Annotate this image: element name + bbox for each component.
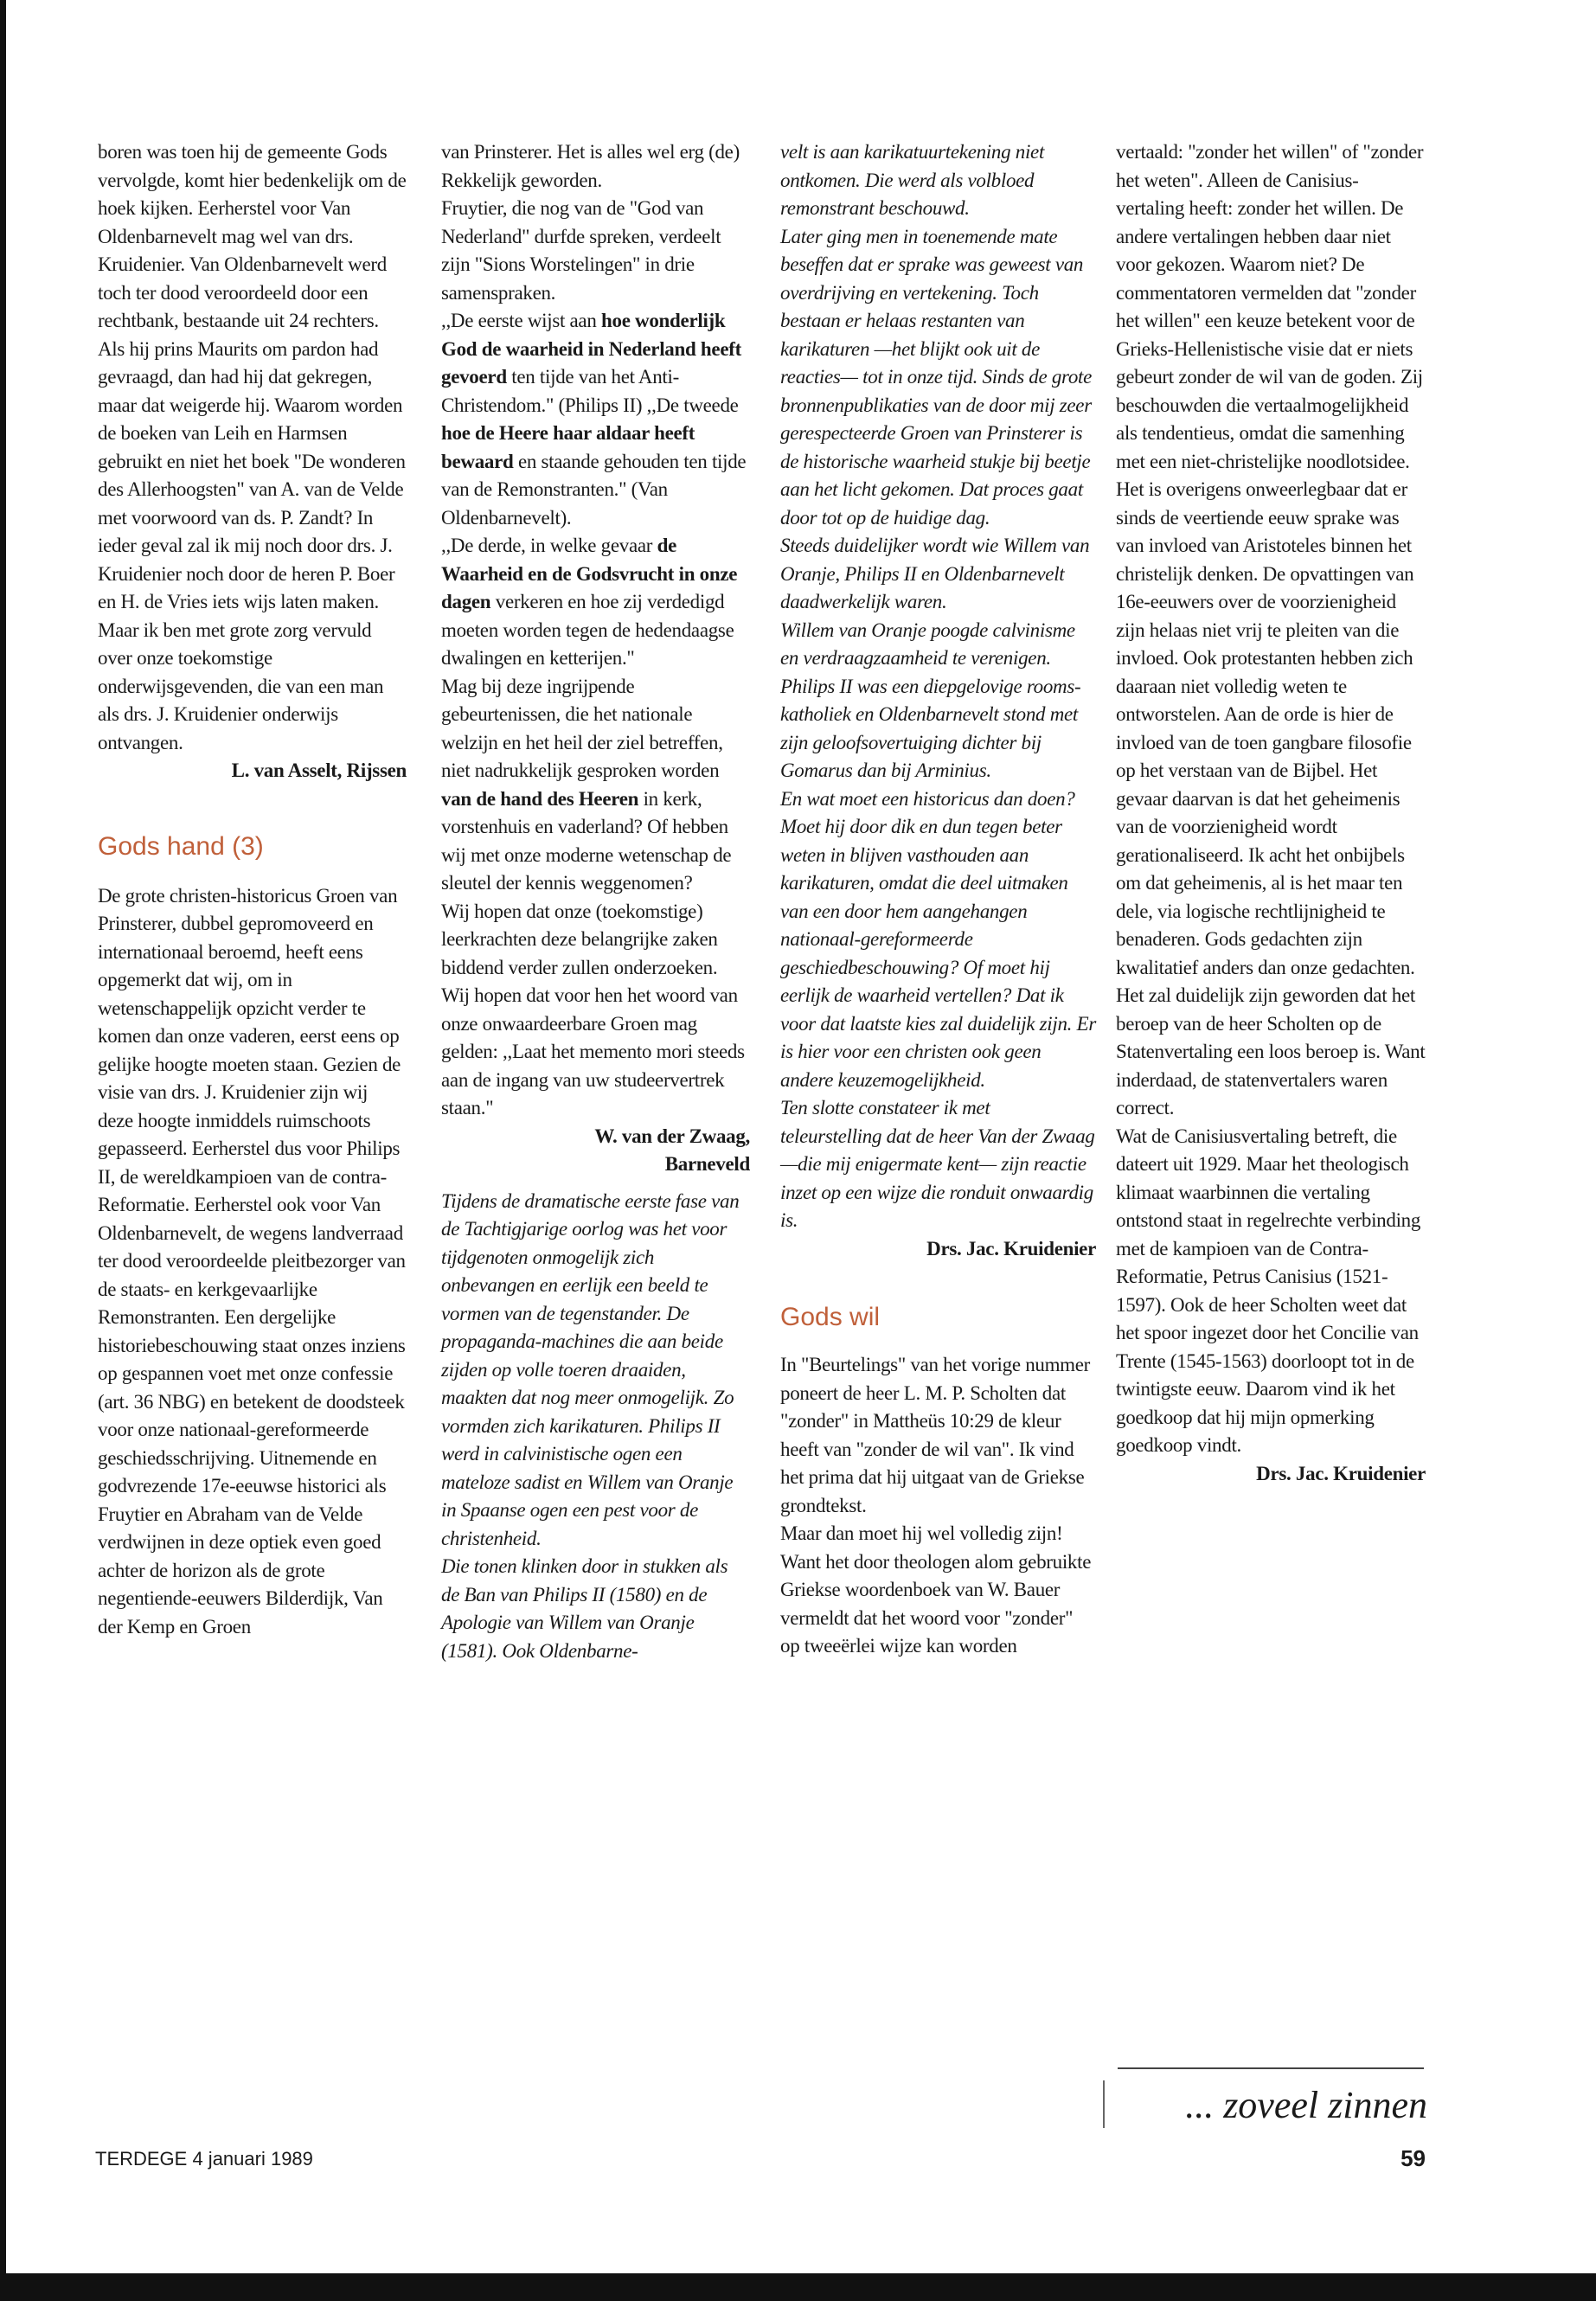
- bold-phrase: hoe de Heere haar aldaar heeft bewaard: [441, 422, 695, 472]
- reply-paragraph: Die tonen klinken door in stukken als de Ban van Philips II (1580) en de Apologie van Willem van Oranje (1581). Ook Oldenbarne-: [441, 1555, 728, 1662]
- letter-gods-hand-text: De grote christen-historicus Groen van Prinsterer, dubbel gepromoveerd en internationaal beroemd, heeft eens opgemerkt dat wij, om in wetenschappelijk opzicht verder te komen dan onze vaderen, eerst eens op gelijke hoogte moeten staan. Gezien de visie van drs. J. Kruidenier zijn wij deze hoogte inmiddels ruimschoots gepasseerd. Eerherstel dus voor Philips II, de wereldkampioen van de contra-Reformatie. Eerherstel ook voor Van Oldenbarnevelt, de wegens landverraad ter dood veroordeelde pleitbezorger van de staats- en kerkgevaarlijke Remonstranten. Een dergelijke historiebeschouwing staat onzes inziens op gespannen voet met onze confessie (art. 36 NBG) en betekent de doodsteek voor onze nationaal-gereformeerde geschiedsschrijving. Uitnemende en godvrezende 17e-eeuwse historici als Fruytier en Abraham van de Velde verdwijnen in deze optiek even goed achter de horizon als de grote negentiende-eeuwers Bilderdijk, Van der Kemp en Groen: [98, 884, 406, 1638]
- text-run: ten tijde van het Anti-Christendom." (Philips II) ,,De tweede: [441, 366, 739, 416]
- letter-gods-wil-text: Wat de Canisiusvertaling betreft, die dateert uit 1929. Maar het theologisch klimaat waarbinnen die vertaling ontstond staat in regelrechte verbinding met de kampioen van de Contra-Reformatie, Petrus Canisius (1521-1597). Ook de heer Scholten weet dat het spoor ingezet door het Concilie van Trente (1545-1563) doorloopt tot in de twintigste eeuw. Daarom vind ik het goedkoop dat hij mijn opmerking goedkoop vindt.: [1116, 1125, 1421, 1456]
- column-4: [1116, 138, 1426, 1488]
- text-run: ,,De derde, in welke gevaar: [441, 535, 657, 556]
- page-number: 59: [1401, 2145, 1426, 2171]
- section-tagline: ... zoveel zinnen: [1185, 2084, 1427, 2126]
- quote-first-second: [441, 307, 750, 532]
- reply-paragraph: Willem van Oranje poogde calvinisme en verdraagzaamheid te verenigen. Philips II was een diepgelovige rooms-katholiek en Oldenbarnevelt stond met zijn geloofsovertuiging dichter bij Gomarus dan bij Arminius.: [780, 619, 1081, 781]
- letter-gods-wil-text: Maar dan moet hij wel volledig zijn! Want het door theologen alom gebruikte Griekse woordenboek van W. Bauer vermeldt dat het woord voor "zonder" op tweeërlei wijze kan worden: [780, 1522, 1092, 1657]
- reply-paragraph: Ten slotte constateer ik met teleurstelling dat de heer Van der Zwaag —die mij enigermate kent— zijn reactie inzet op een wijze die ronduit onwaardig is.: [780, 1097, 1095, 1231]
- signature-zwaag-place: Barneveld: [664, 1153, 750, 1175]
- text-run: Mag bij deze ingrijpende gebeurtenissen, die het nationale welzijn en het heil der ziel betreffen, niet nadrukkelijk gesproken worden: [441, 675, 723, 781]
- reply-paragraph: Tijdens de dramatische eerste fase van de Tachtigjarige oorlog was het voor tijdgenoten onmogelijk zich onbevangen en eerlijk een beeld te vormen van de tegenstander. De propaganda-machines die aan beide zijden op volle toeren draaiden, maakten dat nog meer onmogelijk. Zo vormden zich karikaturen. Philips II werd in calvinistische ogen een mateloze sadist en Willem van Oranje in Spaanse ogen een pest voor de christenheid.: [441, 1189, 740, 1549]
- text-run: in kerk, vorstenhuis en vaderland? Of hebben wij met onze moderne wetenschap de sleutel der kennis weggenomen?: [441, 787, 732, 894]
- section-rule: [1118, 2067, 1424, 2069]
- reply-paragraph: En wat moet een historicus dan doen? Moet hij door dik en dun tegen beter weten in blijven vasthouden aan karikaturen, omdat die deel uitmaken van een door hem aangehangen nationaal-gereformeerde geschiedbeschouwing? Of moet hij eerlijk de waarheid vertellen? Dat ik voor dat laatste kies zal duidelijk zijn. Er is hier voor een christen ook geen andere keuzemogelijkheid.: [780, 787, 1096, 1091]
- signature-kruidenier-2: Drs. Jac. Kruidenier: [1256, 1462, 1426, 1484]
- reply-paragraph: Later ging men in toenemende mate beseffen dat er sprake was geweest van overdrijving en vertekening. Toch bestaan er helaas restanten van karikaturen —het blijkt ook uit de reacties— tot in onze tijd. Sinds de grote bronnenpublikaties van de door mij zeer gerespecteerde Groen van Prinsterer is de historische waarheid stukje bij beetje aan het licht gekomen. Dat proces gaat door tot op de huidige dag.: [780, 225, 1093, 529]
- reply-paragraph: Steeds duidelijker wordt wie Willem van Oranje, Philips II en Oldenbarnevelt daadwerkelijk waren.: [780, 535, 1090, 612]
- scan-edge-left: [0, 0, 6, 2301]
- paragraph: Fruytier, die nog van de "God van Nederland" durfde spreken, verdeelt zijn "Sions Worstelingen" in drie samenspraken.: [441, 197, 721, 304]
- letter-asselt-text: boren was toen hij de gemeente Gods vervolgde, komt hier bedenkelijk om de hoek kijken. Eerherstel voor Van Oldenbarnevelt mag wel van drs. Kruidenier. Van Oldenbarnevelt werd toch ter dood veroordeeld door een rechtbank, bestaande uit 24 rechters. Als hij prins Maurits om pardon had gevraagd, dan had hij dat gekregen, maar dat weigerde hij. Waarom worden de boeken van Leih en Harmsen gebruikt en niet het boek "De wonderen des Allerhoogsten" van A. van de Velde met voorwoord van ds. P. Zandt? In ieder geval zal ik mij noch door drs. J. Kruidenier noch door de heren P. Boer en H. de Vries iets wijs laten maken. Maar ik ben met grote zorg vervuld over onze toekomstige onderwijsgevenden, die van een man als drs. J. Kruidenier onderwijs ontvangen.: [98, 141, 407, 753]
- reply-paragraph: velt is aan karikatuurtekening niet ontkomen. Die werd als volbloed remonstrant beschouwd.: [780, 141, 1045, 219]
- signature-kruidenier: Drs. Jac. Kruidenier: [926, 1237, 1096, 1259]
- bold-phrase: hoe wonderlijk God de waarheid in Nederland heeft gevoerd: [441, 310, 741, 388]
- footer-publication: TERDEGE 4 januari 1989: [95, 2148, 313, 2170]
- paragraph: [441, 673, 750, 898]
- text-run: ,,De eerste wijst aan: [441, 310, 601, 331]
- column-2: [441, 138, 750, 1665]
- bold-phrase: de Waarheid en de Godsvrucht in onze dagen: [441, 535, 738, 612]
- letter-gods-wil-text: vertaald: "zonder het willen" of "zonder het weten". Alleen de Canisius-vertaling heeft: zonder het willen. De andere vertalingen hebben daar niet voor gekozen. Waarom niet? De commentatoren vermelden dat "zonder het willen" een keuze betekent voor de Grieks-Hellenistische visie dat er niets gebeurt zonder de wil van de goden. Zij beschouwden die vertaalmogelijkheid als tendentieus, omdat die samenhing met een niet-christelijke noodlotsidee. Het is overigens onweerlegbaar dat er sinds de veertiende eeuw sprake was van invloed van Aristoteles binnen het christelijk denken. De opvattingen van 16e-eeuwers over de voorzienigheid zijn helaas niet vrij te pleiten van die invloed. Ook protestanten hebben zich daaraan niet volledig weten te ontworstelen. Aan de orde is hier de invloed van de toen gangbare filosofie op het verstaan van de Bijbel. Het gevaar daarvan is dat het geheimenis van de voorzienigheid wordt gerationaliseerd. Ik acht het onbijbels om dat geheimenis, al is het maar ten dele, via logische rechtlijnigheid te benaderen. Gods gedachten zijn kwalitatief anders dan onze gedachten. Het zal duidelijk zijn geworden dat het beroep van de heer Scholten op de Statenvertaling een loos beroep is. Want inderdaad, de statenvertalers waren correct.: [1116, 141, 1426, 1118]
- text-run: en staande gehouden ten tijde van de Remonstranten." (Van Oldenbarnevelt).: [441, 450, 747, 529]
- column-3: [780, 138, 1096, 1661]
- quote-third: [441, 532, 750, 673]
- text-run: verkeren en hoe zij verdedigd moeten worden tegen de hedendaagse dwalingen en ketterijen.": [441, 591, 734, 669]
- signature-zwaag: W. van der Zwaag,: [594, 1125, 750, 1147]
- paragraph: Wij hopen dat voor hen het woord van onze onwaardeerbare Groen mag gelden: ,,Laat het memento mori steeds aan de ingang van uw studeervertrek staan.": [441, 984, 745, 1118]
- signature-asselt: L. van Asselt, Rijssen: [231, 760, 407, 781]
- bold-phrase: van de hand des Heeren: [441, 787, 639, 810]
- paragraph: Wij hopen dat onze (toekomstige) leerkrachten deze belangrijke zaken biddend verder zullen onderzoeken.: [441, 900, 718, 978]
- tagline-divider: [1103, 2080, 1105, 2128]
- column-1: [98, 138, 407, 1641]
- heading-gods-wil: Gods wil: [780, 1303, 881, 1331]
- paragraph: van Prinsterer. Het is alles wel erg (de) Rekkelijk geworden.: [441, 141, 740, 191]
- letter-gods-wil-text: In "Beurtelings" van het vorige nummer poneert de heer L. M. P. Scholten dat "zonder" in Mattheüs 10:29 de kleur heeft van "zonder de wil van". Ik vind het prima dat hij uitgaat van de Griekse grondtekst.: [780, 1354, 1091, 1516]
- scan-edge-bottom: [0, 2273, 1596, 2301]
- heading-gods-hand: Gods hand (3): [98, 831, 264, 861]
